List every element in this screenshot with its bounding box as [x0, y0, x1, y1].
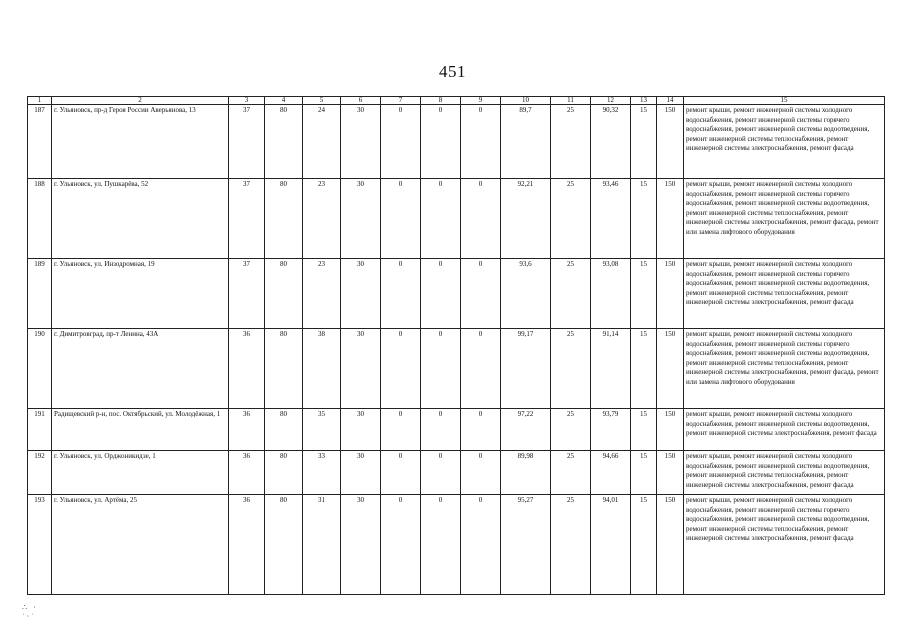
- address-cell: г. Ульяновск, ул. Орджоникидзе, 1: [52, 451, 229, 495]
- value-cell: 36: [229, 409, 265, 451]
- row-number-cell: 191: [28, 409, 52, 451]
- address-cell: г. Ульяновск, ул. Артёма, 25: [52, 495, 229, 595]
- value-cell: 30: [341, 495, 381, 595]
- value-cell: 37: [229, 179, 265, 259]
- table-row: [28, 451, 885, 495]
- value-cell: 25: [551, 451, 591, 495]
- address-cell: г. Ульяновск, пр-д Героя России Аверьянова, 13: [52, 105, 229, 179]
- value-cell: 25: [551, 495, 591, 595]
- works-list-cell: ремонт крыши, ремонт инженерной системы холодного водоснабжения, ремонт инженерной системы горячего водоснабжения, ремонт инженерной системы водоотведения, ремонт инженерной системы теплоснабжения, ремонт инженерной системы электроснабжения, ремонт фасада: [684, 495, 885, 595]
- value-cell: 0: [381, 495, 421, 595]
- value-cell: 0: [461, 179, 501, 259]
- value-cell: 30: [341, 105, 381, 179]
- works-list-cell: ремонт крыши, ремонт инженерной системы холодного водоснабжения, ремонт инженерной системы горячего водоснабжения, ремонт инженерной системы водоотведения, ремонт инженерной системы теплоснабжения, ремонт инженерной системы электроснабжения, ремонт фасада: [684, 259, 885, 329]
- value-cell: 150: [657, 409, 684, 451]
- value-cell: 24: [303, 105, 341, 179]
- value-cell: 0: [461, 495, 501, 595]
- column-header: 9: [461, 97, 501, 105]
- value-cell: 89,98: [501, 451, 551, 495]
- row-number-cell: 192: [28, 451, 52, 495]
- value-cell: 150: [657, 105, 684, 179]
- column-number-header: [28, 97, 885, 105]
- value-cell: 15: [631, 105, 657, 179]
- works-list-cell: ремонт крыши, ремонт инженерной системы холодного водоснабжения, ремонт инженерной системы водоотведения, ремонт инженерной системы электроснабжения, ремонт фасада: [684, 409, 885, 451]
- address-cell: г. Димитровград, пр-т Ленина, 43А: [52, 329, 229, 409]
- address-cell: г. Ульяновск, ул. Инзодромная, 19: [52, 259, 229, 329]
- address-cell: Радищевский р-н, пос. Октябрьский, ул. Молодёжная, 1: [52, 409, 229, 451]
- column-header: 14: [657, 97, 684, 105]
- value-cell: 150: [657, 329, 684, 409]
- value-cell: 0: [381, 451, 421, 495]
- value-cell: 25: [551, 179, 591, 259]
- row-number-cell: 193: [28, 495, 52, 595]
- value-cell: 0: [421, 259, 461, 329]
- address-cell: г. Ульяновск, ул. Пушкарёва, 52: [52, 179, 229, 259]
- row-number-cell: 189: [28, 259, 52, 329]
- value-cell: 0: [461, 259, 501, 329]
- value-cell: 93,6: [501, 259, 551, 329]
- column-header: 1: [28, 97, 52, 105]
- value-cell: 30: [341, 259, 381, 329]
- value-cell: 31: [303, 495, 341, 595]
- value-cell: 25: [551, 259, 591, 329]
- value-cell: 37: [229, 259, 265, 329]
- value-cell: 0: [421, 329, 461, 409]
- column-header: 10: [501, 97, 551, 105]
- table-row: [28, 105, 885, 179]
- value-cell: 93,46: [591, 179, 631, 259]
- value-cell: 15: [631, 495, 657, 595]
- value-cell: 36: [229, 495, 265, 595]
- value-cell: 36: [229, 451, 265, 495]
- column-header: 4: [265, 97, 303, 105]
- repair-register-table: [27, 96, 885, 595]
- value-cell: 33: [303, 451, 341, 495]
- value-cell: 80: [265, 409, 303, 451]
- value-cell: 0: [461, 105, 501, 179]
- value-cell: 91,14: [591, 329, 631, 409]
- value-cell: 25: [551, 329, 591, 409]
- column-header: 6: [341, 97, 381, 105]
- value-cell: 0: [461, 329, 501, 409]
- value-cell: 15: [631, 409, 657, 451]
- value-cell: 15: [631, 329, 657, 409]
- works-list-cell: ремонт крыши, ремонт инженерной системы холодного водоснабжения, ремонт инженерной системы горячего водоснабжения, ремонт инженерной системы водоотведения, ремонт инженерной системы теплоснабжения, ремонт инженерной системы электроснабжения, ремонт фасада, ремонт или замена лифтового оборудования: [684, 329, 885, 409]
- value-cell: 0: [381, 409, 421, 451]
- table-row: [28, 409, 885, 451]
- value-cell: 94,66: [591, 451, 631, 495]
- value-cell: 97,22: [501, 409, 551, 451]
- row-number-cell: 187: [28, 105, 52, 179]
- scan-artifact: ∴ · ˙·˙: [22, 603, 38, 621]
- value-cell: 0: [421, 451, 461, 495]
- value-cell: 0: [381, 329, 421, 409]
- value-cell: 23: [303, 179, 341, 259]
- value-cell: 0: [381, 179, 421, 259]
- column-header: 15: [684, 97, 885, 105]
- value-cell: 38: [303, 329, 341, 409]
- value-cell: 150: [657, 495, 684, 595]
- table-row: [28, 179, 885, 259]
- column-header: 5: [303, 97, 341, 105]
- works-list-cell: ремонт крыши, ремонт инженерной системы холодного водоснабжения, ремонт инженерной системы водоотведения, ремонт инженерной системы теплоснабжения, ремонт инженерной системы электроснабжения, ремонт фасада: [684, 451, 885, 495]
- column-header: 8: [421, 97, 461, 105]
- value-cell: 30: [341, 451, 381, 495]
- table-row: [28, 259, 885, 329]
- works-list-cell: ремонт крыши, ремонт инженерной системы холодного водоснабжения, ремонт инженерной системы горячего водоснабжения, ремонт инженерной системы водоотведения, ремонт инженерной системы теплоснабжения, ремонт инженерной системы электроснабжения, ремонт фасада, ремонт или замена лифтового оборудования: [684, 179, 885, 259]
- value-cell: 0: [381, 105, 421, 179]
- value-cell: 15: [631, 259, 657, 329]
- column-header: 3: [229, 97, 265, 105]
- value-cell: 0: [421, 495, 461, 595]
- value-cell: 23: [303, 259, 341, 329]
- value-cell: 36: [229, 329, 265, 409]
- value-cell: 93,79: [591, 409, 631, 451]
- value-cell: 0: [421, 105, 461, 179]
- value-cell: 30: [341, 409, 381, 451]
- value-cell: 0: [461, 451, 501, 495]
- value-cell: 0: [421, 179, 461, 259]
- value-cell: 37: [229, 105, 265, 179]
- value-cell: 25: [551, 409, 591, 451]
- value-cell: 93,08: [591, 259, 631, 329]
- column-header: 7: [381, 97, 421, 105]
- value-cell: 150: [657, 451, 684, 495]
- value-cell: 92,21: [501, 179, 551, 259]
- column-header: 11: [551, 97, 591, 105]
- value-cell: 94,01: [591, 495, 631, 595]
- value-cell: 35: [303, 409, 341, 451]
- value-cell: 30: [341, 179, 381, 259]
- value-cell: 30: [341, 329, 381, 409]
- row-number-cell: 190: [28, 329, 52, 409]
- column-header: 12: [591, 97, 631, 105]
- value-cell: 89,7: [501, 105, 551, 179]
- table-body: [28, 105, 885, 595]
- value-cell: 99,17: [501, 329, 551, 409]
- value-cell: 15: [631, 179, 657, 259]
- value-cell: 0: [461, 409, 501, 451]
- value-cell: 80: [265, 259, 303, 329]
- value-cell: 80: [265, 451, 303, 495]
- table-row: [28, 329, 885, 409]
- value-cell: 95,27: [501, 495, 551, 595]
- value-cell: 150: [657, 259, 684, 329]
- value-cell: 150: [657, 179, 684, 259]
- page-number: 451: [439, 62, 466, 81]
- value-cell: 0: [421, 409, 461, 451]
- table-row: [28, 495, 885, 595]
- column-header: 2: [52, 97, 229, 105]
- column-header: 13: [631, 97, 657, 105]
- value-cell: 25: [551, 105, 591, 179]
- works-list-cell: ремонт крыши, ремонт инженерной системы холодного водоснабжения, ремонт инженерной системы горячего водоснабжения, ремонт инженерной системы водоотведения, ремонт инженерной системы теплоснабжения, ремонт инженерной системы электроснабжения, ремонт фасада: [684, 105, 885, 179]
- row-number-cell: 188: [28, 179, 52, 259]
- value-cell: 80: [265, 179, 303, 259]
- value-cell: 90,32: [591, 105, 631, 179]
- value-cell: 0: [381, 259, 421, 329]
- value-cell: 80: [265, 329, 303, 409]
- value-cell: 80: [265, 495, 303, 595]
- value-cell: 15: [631, 451, 657, 495]
- value-cell: 80: [265, 105, 303, 179]
